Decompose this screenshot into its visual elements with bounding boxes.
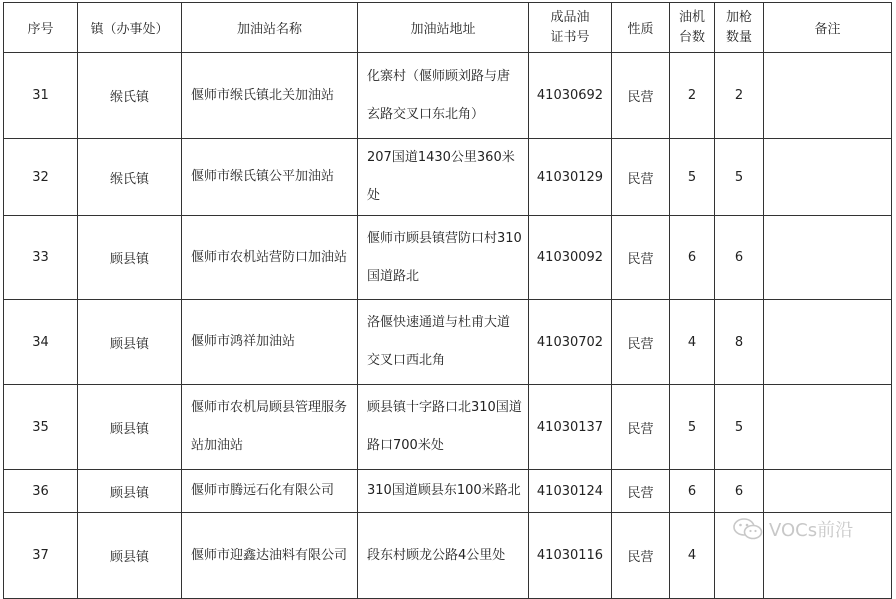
watermark bbox=[733, 516, 853, 542]
cell-notes bbox=[764, 216, 892, 300]
cell-name: 偃师市鸿祥加油站 bbox=[182, 300, 358, 385]
header-machines-line1: 油机 bbox=[678, 9, 705, 25]
cell-name: 偃师市农机局顾县管理服务站加油站 bbox=[182, 385, 358, 470]
cell-machines: 5 bbox=[670, 139, 715, 216]
cell-notes bbox=[764, 300, 892, 385]
cell-address: 段东村顾龙公路4公里处 bbox=[358, 513, 529, 599]
header-name: 加油站名称 bbox=[182, 3, 358, 53]
cell-town: 顾县镇 bbox=[78, 470, 182, 513]
header-town: 镇（办事处） bbox=[78, 3, 182, 53]
header-machines bbox=[670, 3, 715, 53]
cell-cert: 41030702 bbox=[529, 300, 612, 385]
cell-town: 缑氏镇 bbox=[78, 53, 182, 139]
cell-address: 偃师市顾县镇营防口村310国道路北 bbox=[358, 216, 529, 300]
cell-machines: 5 bbox=[670, 385, 715, 470]
header-cert-line2: 证书号 bbox=[550, 29, 590, 45]
cell-name: 偃师市缑氏镇北关加油站 bbox=[182, 53, 358, 139]
cell-notes bbox=[764, 470, 892, 513]
header-seq: 序号 bbox=[4, 3, 78, 53]
cell-town: 缑氏镇 bbox=[78, 139, 182, 216]
cell-address: 化寨村（偃师顾刘路与唐玄路交叉口东北角） bbox=[358, 53, 529, 139]
cell-nature: 民营 bbox=[612, 385, 670, 470]
cell-address: 洛偃快速通道与杜甫大道交叉口西北角 bbox=[358, 300, 529, 385]
cell-seq: 35 bbox=[4, 385, 78, 470]
header-row bbox=[4, 3, 892, 53]
cell-cert: 41030692 bbox=[529, 53, 612, 139]
cell-name: 偃师市农机站营防口加油站 bbox=[182, 216, 358, 300]
cell-cert: 41030137 bbox=[529, 385, 612, 470]
cell-seq: 31 bbox=[4, 53, 78, 139]
table-row bbox=[4, 470, 892, 513]
table-row bbox=[4, 139, 892, 216]
header-machines-line2: 台数 bbox=[678, 29, 705, 45]
cell-address: 207国道1430公里360米处 bbox=[358, 139, 529, 216]
header-address: 加油站地址 bbox=[358, 3, 529, 53]
cell-machines: 6 bbox=[670, 470, 715, 513]
cell-guns: 5 bbox=[715, 385, 764, 470]
header-guns bbox=[715, 3, 764, 53]
cell-machines: 4 bbox=[670, 300, 715, 385]
cell-nature: 民营 bbox=[612, 53, 670, 139]
cell-guns: 2 bbox=[715, 53, 764, 139]
cell-machines: 6 bbox=[670, 216, 715, 300]
cell-seq: 34 bbox=[4, 300, 78, 385]
header-nature: 性质 bbox=[612, 3, 670, 53]
cell-machines: 2 bbox=[670, 53, 715, 139]
gas-station-table bbox=[3, 2, 892, 599]
cell-name: 偃师市缑氏镇公平加油站 bbox=[182, 139, 358, 216]
cell-nature: 民营 bbox=[612, 513, 670, 599]
cell-town: 顾县镇 bbox=[78, 385, 182, 470]
wechat-icon bbox=[733, 517, 763, 541]
cell-notes bbox=[764, 385, 892, 470]
table-row bbox=[4, 53, 892, 139]
cell-seq: 33 bbox=[4, 216, 78, 300]
cell-cert: 41030116 bbox=[529, 513, 612, 599]
cell-guns: 8 bbox=[715, 300, 764, 385]
header-cert bbox=[529, 3, 612, 53]
header-guns-line2: 数量 bbox=[725, 29, 752, 45]
cell-cert: 41030092 bbox=[529, 216, 612, 300]
cell-town: 顾县镇 bbox=[78, 300, 182, 385]
cell-nature: 民营 bbox=[612, 470, 670, 513]
table-row bbox=[4, 300, 892, 385]
cell-seq: 36 bbox=[4, 470, 78, 513]
header-cert-line1: 成品油 bbox=[550, 9, 590, 25]
watermark-text: VOCs前沿 bbox=[769, 520, 854, 541]
cell-seq: 32 bbox=[4, 139, 78, 216]
cell-cert: 41030124 bbox=[529, 470, 612, 513]
cell-address: 310国道顾县东100米路北 bbox=[358, 470, 529, 513]
cell-name: 偃师市迎鑫达油料有限公司 bbox=[182, 513, 358, 599]
cell-guns: 6 bbox=[715, 470, 764, 513]
cell-guns: 6 bbox=[715, 216, 764, 300]
cell-notes bbox=[764, 53, 892, 139]
header-guns-line1: 加枪 bbox=[725, 9, 752, 25]
cell-town: 顾县镇 bbox=[78, 216, 182, 300]
cell-guns: 5 bbox=[715, 139, 764, 216]
table-row bbox=[4, 216, 892, 300]
cell-nature: 民营 bbox=[612, 139, 670, 216]
table-row bbox=[4, 385, 892, 470]
cell-seq: 37 bbox=[4, 513, 78, 599]
header-notes: 备注 bbox=[764, 3, 892, 53]
cell-name: 偃师市腾远石化有限公司 bbox=[182, 470, 358, 513]
cell-nature: 民营 bbox=[612, 216, 670, 300]
cell-nature: 民营 bbox=[612, 300, 670, 385]
cell-cert: 41030129 bbox=[529, 139, 612, 216]
cell-town: 顾县镇 bbox=[78, 513, 182, 599]
cell-machines: 4 bbox=[670, 513, 715, 599]
cell-address: 顾县镇十字路口北310国道路口700米处 bbox=[358, 385, 529, 470]
cell-notes bbox=[764, 139, 892, 216]
